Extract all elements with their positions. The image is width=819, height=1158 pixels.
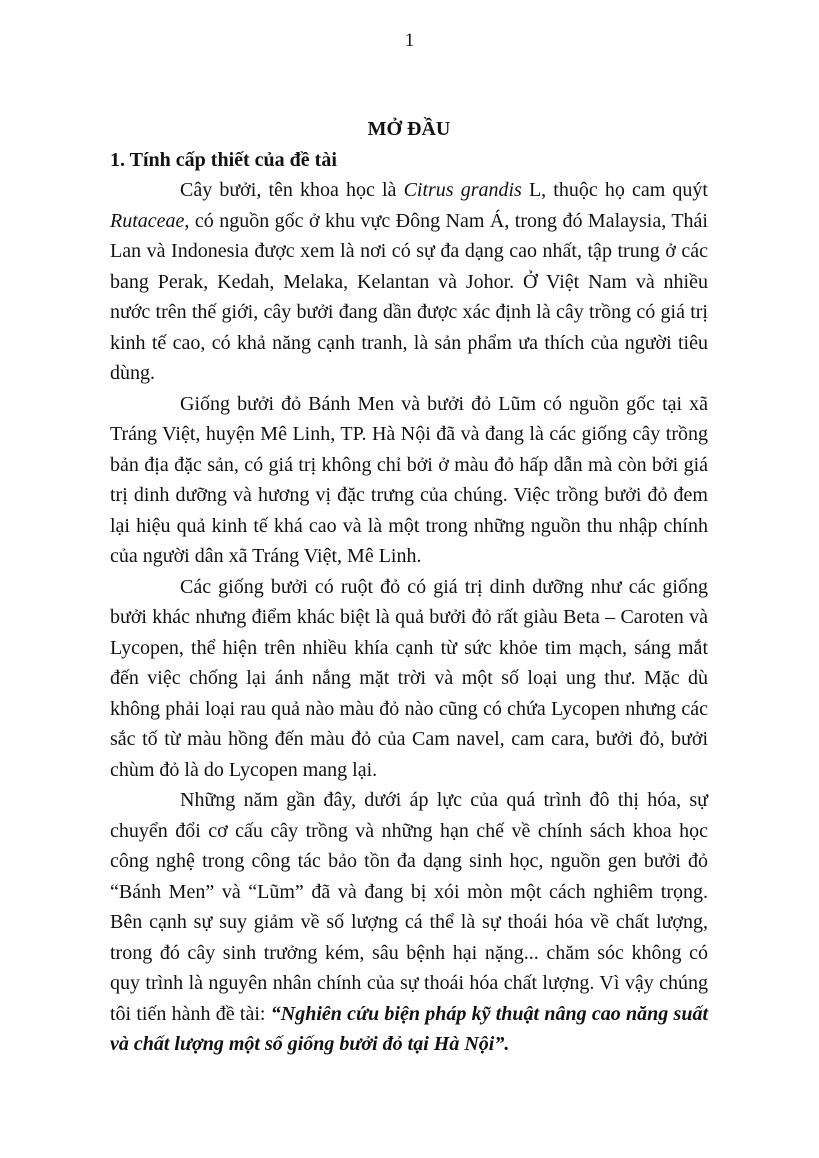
paragraph-4 bbox=[110, 785, 708, 1060]
paragraph-1 bbox=[110, 175, 708, 389]
section-heading: 1. Tính cấp thiết của đề tài bbox=[110, 148, 337, 171]
paragraph-1-text-b: L, thuộc họ cam quýt bbox=[521, 179, 708, 201]
paragraph-3: Các giống bưởi có ruột đỏ có giá trị dinh dưỡng như các giống bưởi khác nhưng điểm khác biệt là quả bưởi đỏ rất giàu Beta – Caroten và Lycopen, thể hiện trên nhiều khía cạnh từ sức khỏe tim mạch, sáng mắt đến việc chống lại ánh nắng mặt trời và một số loại ung thư. Mặc dù không phải loại rau quả nào màu đỏ nào cũng có chứa Lycopen nhưng các sắc tố từ màu hồng đến màu đỏ của Cam navel, cam cara, bưởi đỏ, bưởi chùm đỏ là do Lycopen mang lại. bbox=[110, 575, 708, 781]
research-topic: “Nghiên cứu biện pháp kỹ thuật nâng cao năng suất và chất lượng một số giống bưởi đỏ tại Hà Nội”. bbox=[110, 1002, 709, 1055]
page-number: 1 bbox=[404, 30, 415, 51]
paragraph-1-text-c: , có nguồn gốc ở khu vực Đông Nam Á, trong đó Malaysia, Thái Lan và Indonesia được xem là nơi có sự đa dạng cao nhất, tập trung ở các bang Perak, Kedah, Melaka, Kelantan và Johor. Ở Việt Nam và nhiều nước trên thế giới, cây bưởi đang dần được xác định là cây trồng có giá trị kinh tế cao, có khả năng cạnh tranh, là sản phẩm ưa thích của người tiêu dùng. bbox=[110, 209, 708, 384]
paragraph-4-text: Những năm gần đây, dưới áp lực của quá trình đô thị hóa, sự chuyển đổi cơ cấu cây trồng và những hạn chế về chính sách khoa học công nghệ trong công tác bảo tồn đa dạng sinh học, nguồn gen bưởi đỏ “Bánh Men” và “Lũm” đã và đang bị xói mòn một cách nghiêm trọng. Bên cạnh sự suy giảm về số lượng cá thể là sự thoái hóa về chất lượng, trong đó cây sinh trưởng kém, sâu bệnh hại nặng... chăm sóc không có quy trình là nguyên nhân chính của sự thoái hóa chất lượng. Vì vậy chúng tôi tiến hành đề tài: bbox=[110, 789, 708, 1025]
document-body bbox=[110, 114, 708, 1060]
scientific-name: Citrus grandis bbox=[403, 179, 522, 201]
document-title: MỞ ĐẦU bbox=[367, 118, 451, 140]
paragraph-2: Giống bưởi đỏ Bánh Men và bưởi đỏ Lũm có nguồn gốc tại xã Tráng Việt, huyện Mê Linh, TP. Hà Nội đã và đang là các giống cây trồng bản địa đặc sản, có giá trị không chỉ bởi ở màu đỏ hấp dẫn mà còn bởi giá trị dinh dưỡng và hương vị đặc trưng của chúng. Việc trồng bưởi đỏ đem lại hiệu quả kinh tế khá cao và là một trong những nguồn thu nhập chính của người dân xã Tráng Việt, Mê Linh. bbox=[110, 392, 708, 567]
paragraph-1-text-a: Cây bưởi, tên khoa học là bbox=[180, 179, 404, 201]
family-name: Rutaceae bbox=[110, 209, 185, 232]
